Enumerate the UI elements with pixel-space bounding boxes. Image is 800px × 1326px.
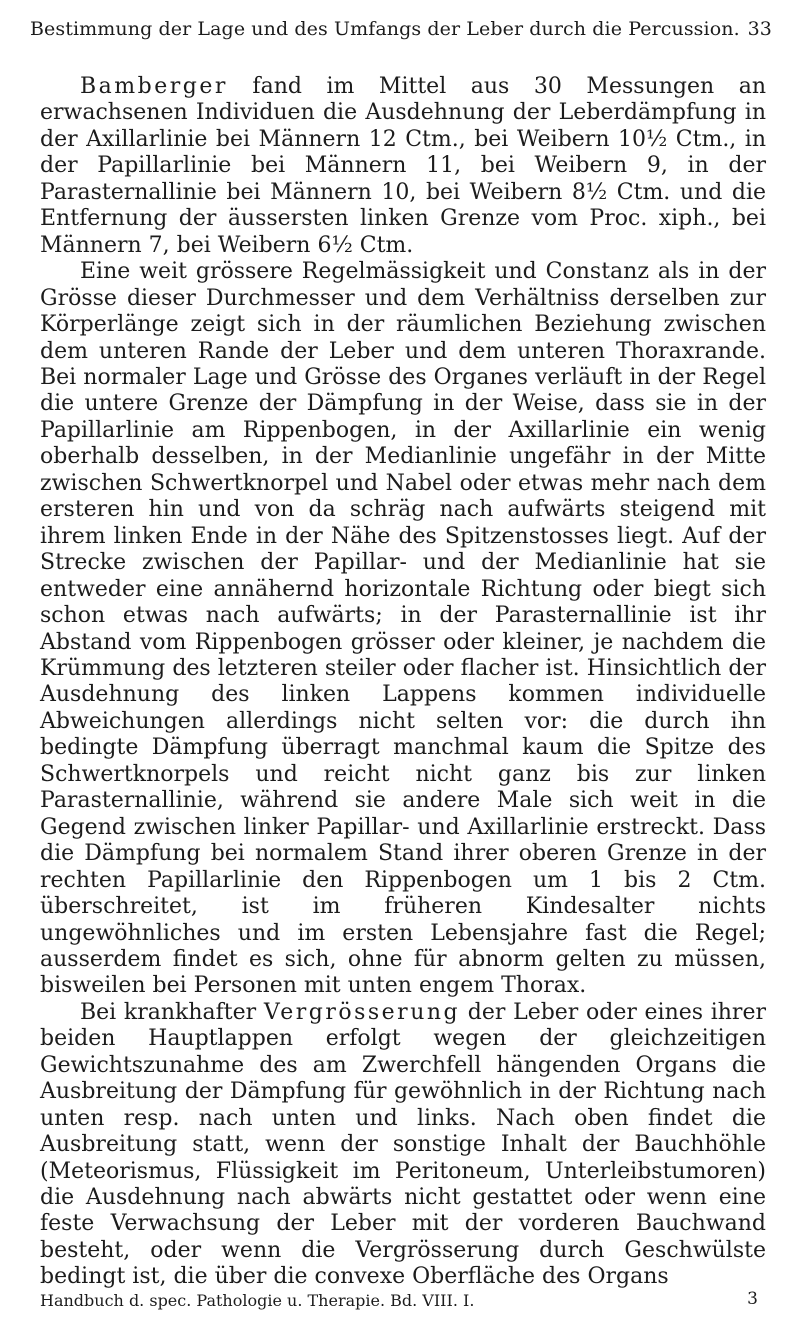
author-name: Bamberger [80,74,228,99]
paragraph-1-text: fand im Mittel aus 30 Messungen an erwachsenen Individuen die Ausdehnung der Leberdämpfung in der Axillarlinie bei Männern 12 Ctm., bei Weibern 10½ Ctm., in der Papillarlinie bei Männern 11, bei Weibern 9, in der Parasternallinie bei Männern 10, bei Weibern 8½ Ctm. und die Entfernung der äussersten linken Grenze vom Proc. xiph., bei Männern 7, bei Weibern 6½ Ctm. [40,74,766,258]
footer-imprint: Handbuch d. spec. Pathologie u. Therapie. Bd. VIII. I. [40,1291,475,1310]
paragraph-1 [40,74,766,259]
emphasized-term: Vergrösserung [263,999,461,1025]
footer [40,1291,758,1310]
paragraph-3-lead: Bei krankhafter [80,999,264,1025]
signature-mark: 3 [747,1289,758,1309]
paragraph-3 [40,1000,766,1291]
running-title: Bestimmung der Lage und des Umfangs der Leber durch die Percussion. [30,18,740,40]
paragraph-2-text: Eine weit grössere Regelmässigkeit und Constanz als in der Grösse dieser Durchmesser und dem Verhältniss derselben zur Körperlänge zeigt sich in der räumlichen Beziehung zwischen dem unteren Rande der Leber und dem unteren Thoraxrande. Bei normaler Lage und Grösse des Organes verläuft in der Regel die untere Grenze der Dämpfung in der Weise, dass sie in der Papillarlinie am Rippenbogen, in der Axillarlinie ein wenig oberhalb desselben, in der Medianlinie ungefähr in der Mitte zwischen Schwertknorpel und Nabel oder etwas mehr nach dem ersteren hin und von da schräg nach aufwärts steigend mit ihrem linken Ende in der Nähe des Spitzenstosses liegt. Auf der Strecke zwischen der Papillar- und der Medianlinie hat sie entweder eine annähernd horizontale Richtung oder biegt sich schon etwas nach aufwärts; in der Parasternallinie ist ihr Abstand vom Rippenbogen grösser oder kleiner, je nachdem die Krümmung des letzteren steiler oder flacher ist. Hinsichtlich der Ausdehnung des linken Lappens kommen individuelle Abweichungen allerdings nicht selten vor: die durch ihn bedingte Dämpfung überragt manchmal kaum die Spitze des Schwertknorpels und reicht nicht ganz bis zur linken Parasternallinie, während sie andere Male sich weit in die Gegend zwischen linker Papillar- und Axillarlinie erstreckt. Dass die Dämpfung bei normalem Stand ihrer oberen Grenze in der rechten Papillarlinie den Rippenbogen um 1 bis 2 Ctm. überschreitet, ist im früheren Kindesalter nichts ungewöhnliches und im ersten Lebensjahre fast die Regel; ausserdem findet es sich, ohne für abnorm gelten zu müssen, bisweilen bei Personen mit unten engem Thorax. [40,259,766,999]
paragraph-3-text: der Leber oder eines ihrer beiden Hauptlappen erfolgt wegen der gleichzeitigen Gewichtszunahme des am Zwerchfell hängenden Organs die Ausbreitung der Dämpfung für gewöhnlich in der Richtung nach unten resp. nach unten und links. Nach oben findet die Ausbreitung statt, wenn der sonstige Inhalt der Bauchhöhle (Meteorismus, Flüssigkeit im Peritoneum, Unterleibstumoren) die Ausdehnung nach abwärts nicht gestattet oder wenn eine feste Verwachsung der Leber mit der vorderen Bauchwand besteht, oder wenn die Vergrösserung durch Geschwülste bedingt ist, die über die convexe Oberfläche des Organs [40,999,766,1290]
running-head [30,18,772,40]
page-number: 33 [747,18,772,40]
paragraph-2 [40,259,766,1000]
body-text [40,74,766,1291]
